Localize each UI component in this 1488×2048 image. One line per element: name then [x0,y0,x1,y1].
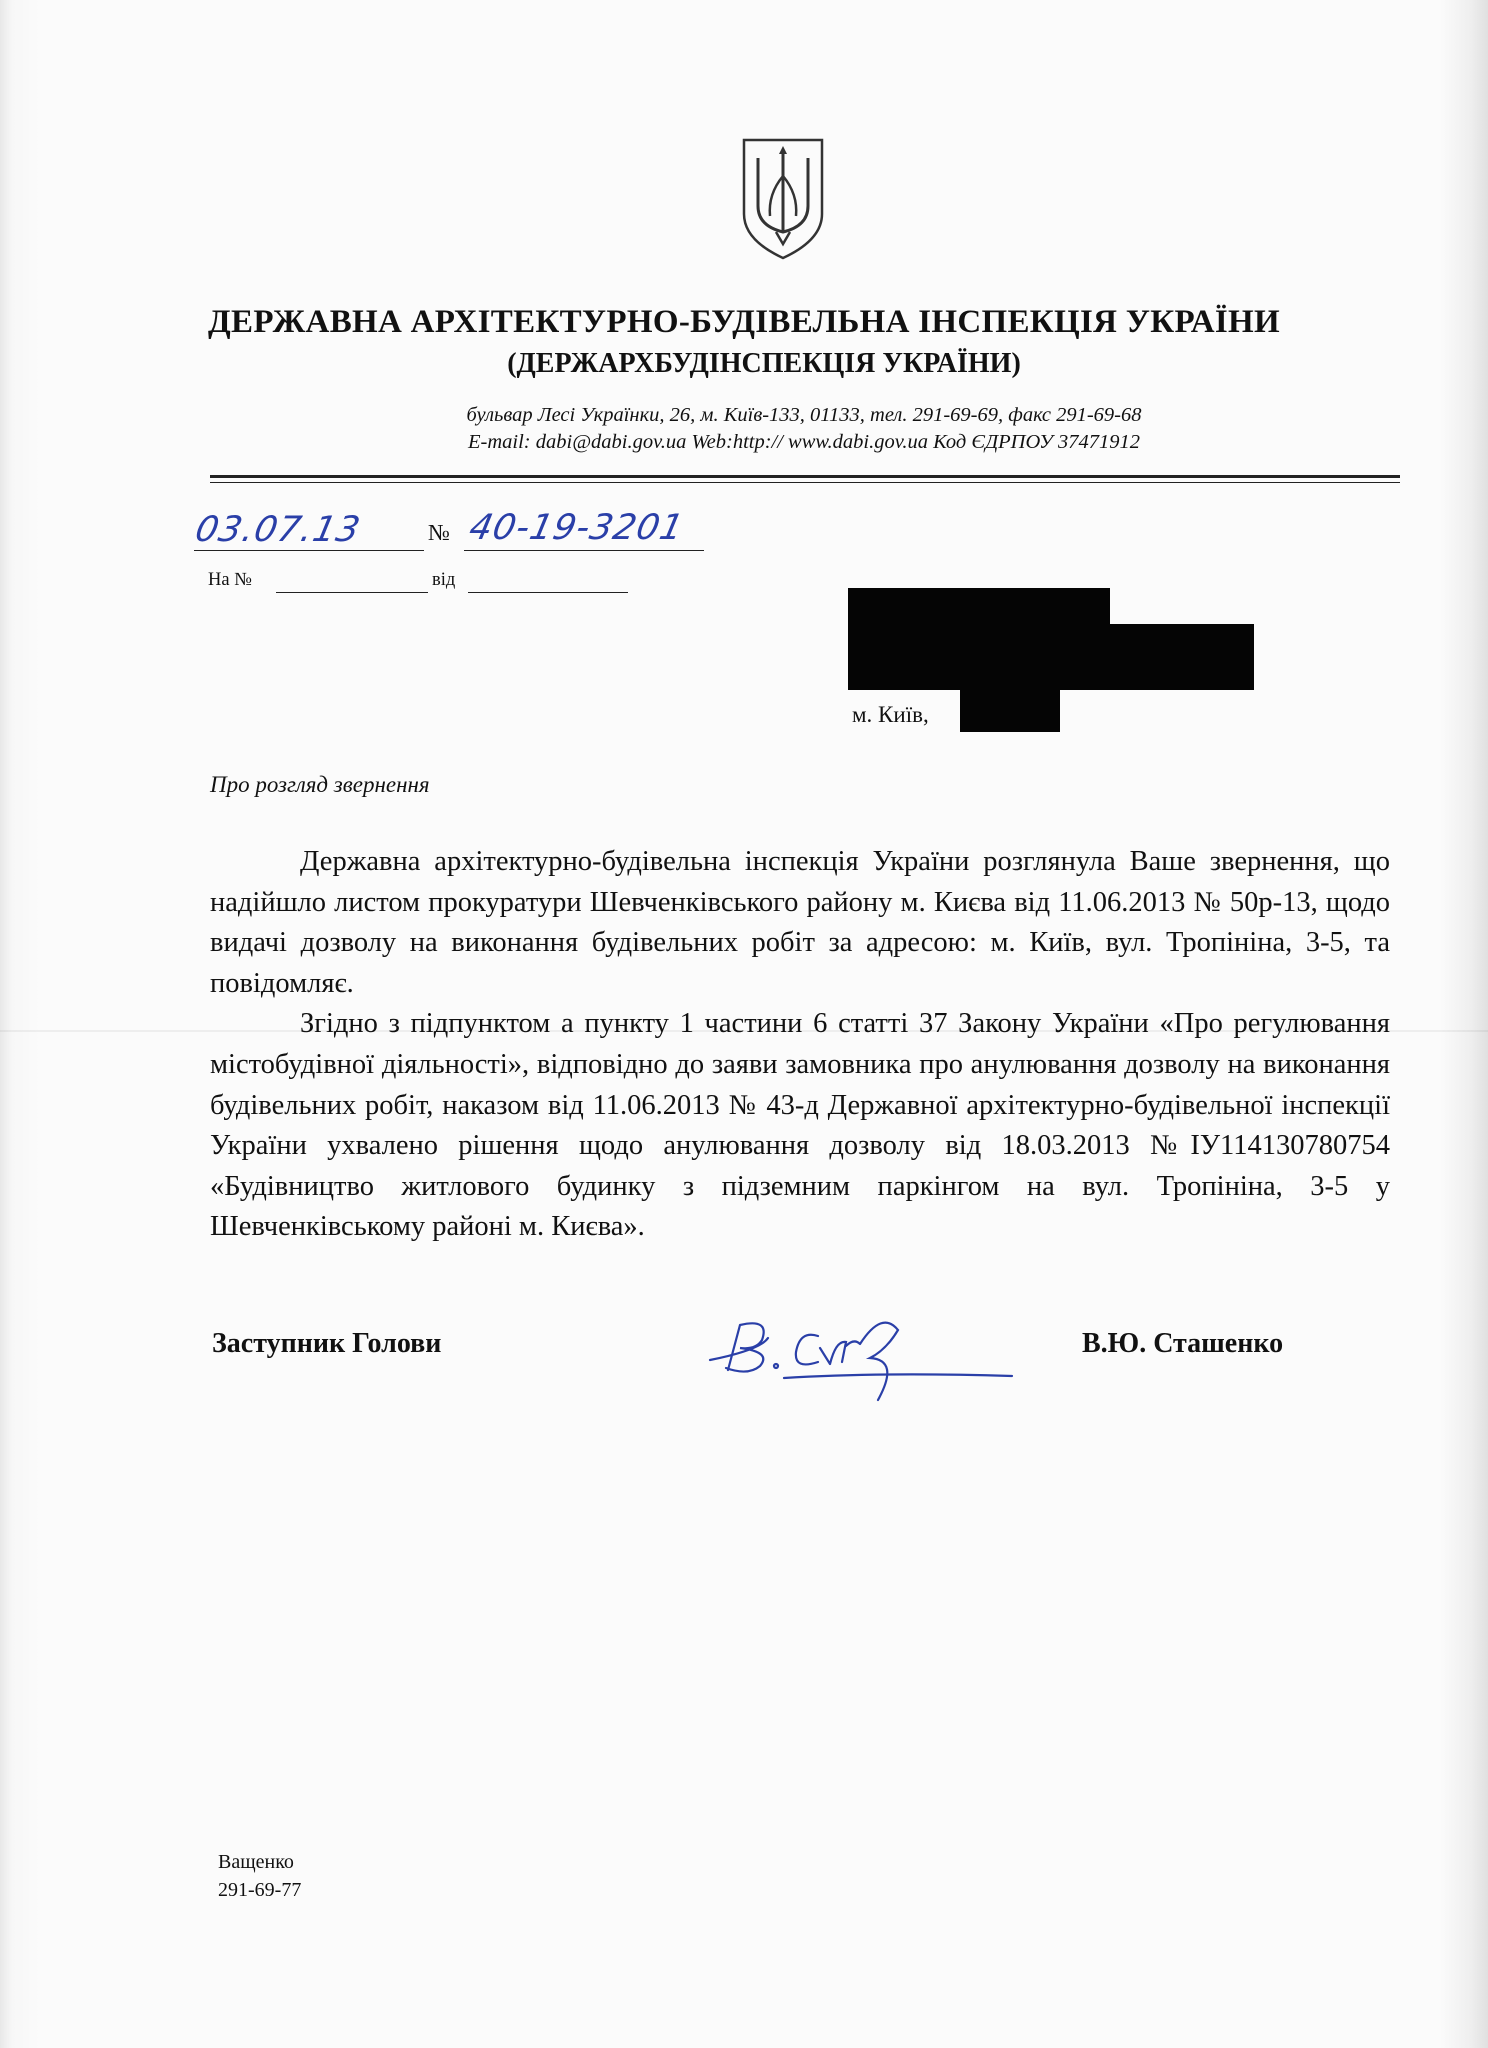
agency-abbreviation: (ДЕРЖАРХБУДІНСПЕКЦІЯ УКРАЇНИ) [507,348,1021,379]
recipient-city: м. Київ, [852,702,929,727]
date-underline [194,550,424,551]
incoming-date-label: від [432,570,456,590]
agency-address-block [384,402,1224,456]
signatory-name: В.Ю. Сташенко [1082,1328,1284,1359]
number-sign: № [428,520,450,545]
number-underline [464,550,704,551]
letter-subject: Про розгляд звернення [210,772,430,797]
header-rule-thin [210,482,1400,483]
executor-name: Ващенко [218,1851,294,1873]
redaction-block [960,680,1060,732]
incoming-date-blank [468,592,628,593]
body-paragraph: Державна архітектурно-будівельна інспекція України розглянула Ваше звернення, що надійшло листом прокуратури Шевченківського району м. Києва від 11.06.2013 № 50р-13, щодо видачі дозволу на виконання будівельних робіт за адресою: м. Київ, вул. Тропініна, 3-5, та повідомляє. [210,846,1390,999]
outgoing-number: 40-19-3201 [465,508,688,548]
handwritten-signature [700,1300,1020,1410]
executor-phone: 291-69-77 [218,1879,302,1901]
agency-title: ДЕРЖАВНА АРХІТЕКТУРНО-БУДІВЕЛЬНА ІНСПЕКЦІЯ УКРАЇНИ [208,304,1280,340]
incoming-ref-label: На № [208,570,252,590]
signatory-position: Заступник Голови [212,1328,442,1359]
header-rule-thick [210,475,1400,478]
body-paragraph: Згідно з підпунктом а пункту 1 частини 6 статті 37 Закону України «Про регулювання містобудівної діяльності», відповідно до заяви замовника про анулювання дозволу на виконання будівельних робіт, наказом від 11.06.2013 № 43-д Державної архітектурно-будівельної інспекції України ухвалено рішення щодо анулювання дозволу від 18.03.2013 №ІУ114130780754 «Будівництво житлового будинку з підземним паркінгом на вул. Тропініна, 3-5 у Шевченківському районі м. Києва». [210,1008,1390,1243]
address-line: бульвар Лесі Українки, 26, м. Київ-133, 01133, тел. 291-69-69, факс 291-69-68 [466,404,1142,426]
letter-body [210,842,1390,1248]
incoming-ref-blank [276,592,428,593]
trident-icon [738,136,828,262]
executor-block [218,1848,301,1904]
outgoing-date: 03.07.13 [191,510,365,550]
contact-line: E-mail: dabi@dabi.gov.ua Web:http:// www.dabi.gov.ua Код ЄДРПОУ 37471912 [468,431,1140,453]
